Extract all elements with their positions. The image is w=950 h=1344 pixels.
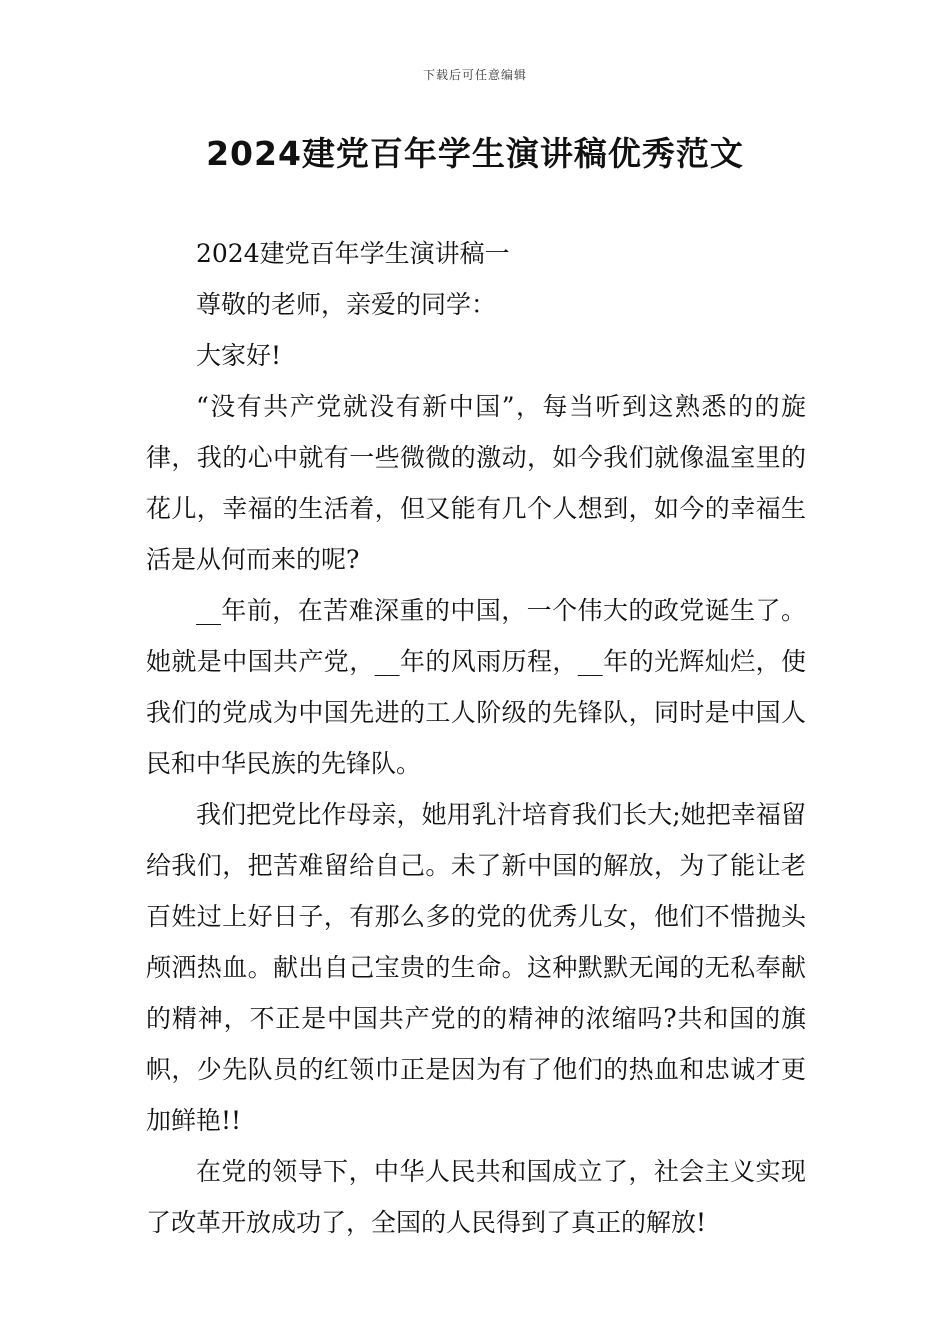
document-title: 2024建党百年学生演讲稿优秀范文 <box>206 134 744 173</box>
body-paragraph: 我们把党比作母亲，她用乳汁培育我们长大;她把幸福留给我们，把苦难留给自己。未了新中国的解放，为了能让老百姓过上好日子，有那么多的党的优秀儿女，他们不惜抛头颅洒热血。献出自己宝贵的生命。这种默默无闻的无私奉献的精神，不正是中国共产党的的精神的浓缩吗?共和国的旗帜，少先队员的红领巾正是因为有了他们的热血和忠诚才更加鲜艳!! <box>146 800 806 1135</box>
section-heading: 2024建党百年学生演讲稿一 <box>196 239 510 268</box>
greeting: 大家好! <box>196 341 282 370</box>
body-paragraph: __年前，在苦难深重的中国，一个伟大的政党诞生了。她就是中国共产党，__年的风雨历程，__年的光辉灿烂，使我们的党成为中国先进的工人阶级的先锋队，同时是中国人民和中华民族的先锋队。 <box>146 596 806 778</box>
body-paragraph: 在党的领导下，中华人民共和国成立了，社会主义实现了改革开放成功了，全国的人民得到了真正的解放! <box>146 1157 806 1237</box>
header-note: 下载后可任意编辑 <box>422 68 527 82</box>
salutation: 尊敬的老师，亲爱的同学： <box>196 290 497 319</box>
document-body <box>146 228 806 1248</box>
body-paragraph: “没有共产党就没有新中国”，每当听到这熟悉的的旋律，我的心中就有一些微微的激动，如今我们就像温室里的花儿，幸福的生活着，但又能有几个人想到，如今的幸福生活是从何而来的呢? <box>146 392 806 574</box>
